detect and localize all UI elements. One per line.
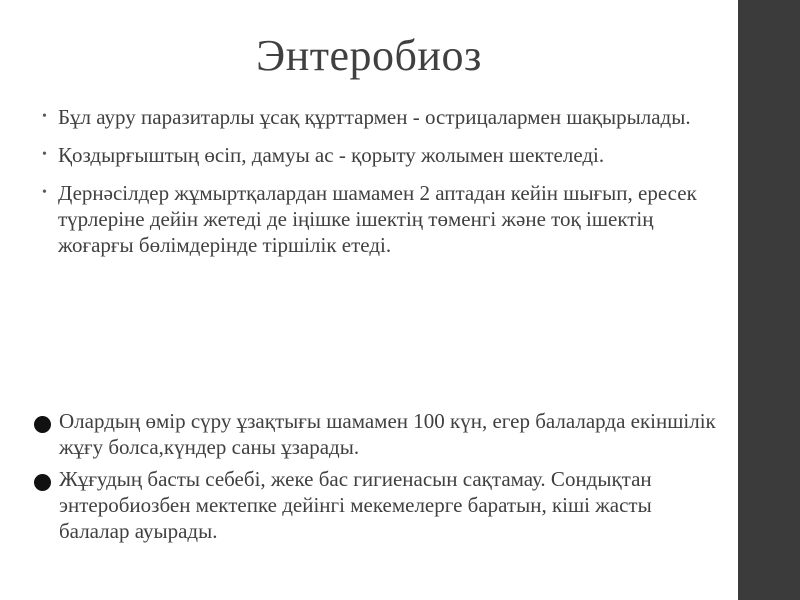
bullet-item (42, 104, 732, 130)
bullet-text: Олардың өмір сүру ұзақтығы шамамен 100 күн, егер балаларда екіншілік жұғу болса,күндер саны ұзарады. (59, 409, 716, 459)
bullet-dot-icon: • (42, 109, 47, 124)
bullet-item (42, 142, 778, 168)
bullet-dot-icon: • (42, 147, 47, 162)
bullet-item (34, 466, 724, 544)
bullet-text: Дернәсілдер жұмыртқалардан шамамен 2 аптадан кейін шығып, ересек түрлеріне дейін жетеді де іңішке ішектің төменгі және тоқ ішектің жоғарғы бөлімдерінде тіршілік етеді. (58, 181, 697, 257)
bullet-item (42, 180, 732, 258)
bullet-dot-icon: • (42, 185, 47, 200)
side-bar (738, 0, 800, 600)
bullet-disc-icon (34, 416, 51, 433)
bullet-text: Жұғудың басты себебі, жеке бас гигиенасын сақтамау. Сондықтан энтеробиозбен мектепке дейінгі мекемелерге баратын, кіші жасты балалар ауырады. (59, 467, 652, 543)
bullet-list-bottom (34, 408, 724, 550)
bullet-list-top (42, 104, 732, 270)
slide-title: Энтеробиоз (256, 31, 482, 80)
bullet-text: Қоздырғыштың өсіп, дамуы ас - қорыту жолымен шектеледі. (58, 143, 605, 167)
bullet-text: Бұл ауру паразитарлы ұсақ құрттармен - острицалармен шақырылады. (58, 105, 691, 129)
bullet-item (34, 408, 724, 460)
bullet-disc-icon (34, 474, 51, 491)
